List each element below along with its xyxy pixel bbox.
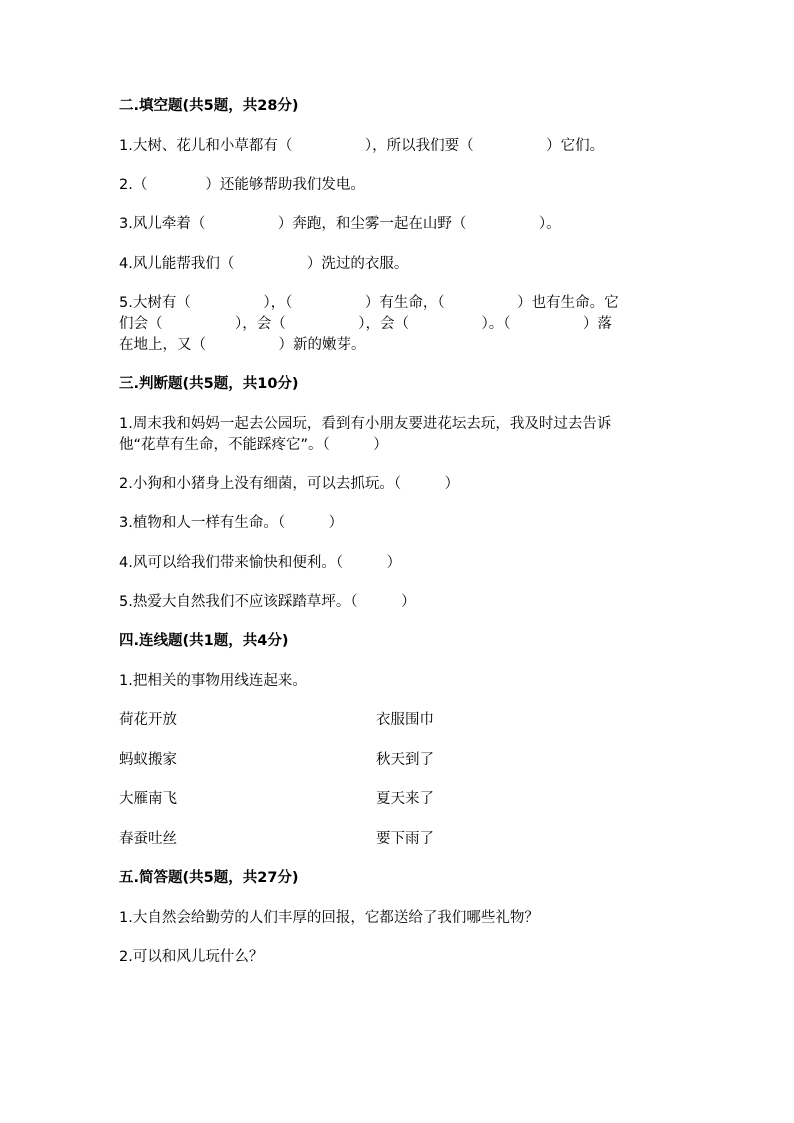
fill-question-1: 1.大树、花儿和小草都有（ ），所以我们要（ ）它们。	[119, 138, 605, 154]
fill-question-5-line3: 在地上，又（ ）新的嫩芽。	[119, 337, 366, 353]
match-left-item: 大雁南飞	[119, 791, 177, 807]
match-right-item: 夏天来了	[376, 791, 434, 807]
match-left-item: 荷花开放	[119, 712, 177, 728]
short-answer-question-2: 2.可以和风儿玩什么？	[119, 949, 264, 965]
judge-question-5: 5.热爱大自然我们不应该踩踏草坪。（ ）	[119, 594, 416, 610]
fill-question-5-line2: 们会（ ），会（ ），会（ ）。（ ）落	[119, 316, 612, 332]
match-right-item: 衣服围巾	[376, 712, 434, 728]
judge-question-1-line1: 1.周末我和妈妈一起去公园玩，看到有小朋友要进花坛去玩，我及时过去告诉	[119, 416, 612, 432]
match-left-item: 春蚕吐丝	[119, 831, 177, 847]
section2-heading: 二.填空题(共5题，共28分)	[119, 98, 299, 114]
match-question-1: 1.把相关的事物用线连起来。	[119, 673, 307, 689]
section5-heading: 五.简答题(共5题，共27分)	[119, 870, 299, 886]
section3-heading: 三.判断题(共5题，共10分)	[119, 376, 299, 392]
judge-question-2: 2.小狗和小猪身上没有细菌，可以去抓玩。（ ）	[119, 476, 460, 492]
match-right-item: 要下雨了	[376, 831, 434, 847]
short-answer-question-1: 1.大自然会给勤劳的人们丰厚的回报，它都送给了我们哪些礼物？	[119, 910, 539, 926]
match-left-item: 蚂蚁搬家	[119, 752, 177, 768]
fill-question-5-line1: 5.大树有（ ），（ ）有生命，（ ）也有生命。它	[119, 295, 619, 311]
fill-question-2: 2.（ ）还能够帮助我们发电。	[119, 177, 365, 193]
judge-question-3: 3.植物和人一样有生命。（ ）	[119, 515, 344, 531]
match-right-item: 秋天到了	[376, 752, 434, 768]
fill-question-4: 4.风儿能帮我们（ ）洗过的衣服。	[119, 256, 409, 272]
judge-question-4: 4.风可以给我们带来愉快和便利。（ ）	[119, 555, 402, 571]
fill-question-3: 3.风儿牵着（ ）奔跑，和尘雾一起在山野（ ）。	[119, 216, 561, 232]
judge-question-1-line2: 他“花草有生命，不能踩疼它”。（ ）	[119, 437, 388, 453]
section4-heading: 四.连线题(共1题，共4分)	[119, 633, 289, 649]
